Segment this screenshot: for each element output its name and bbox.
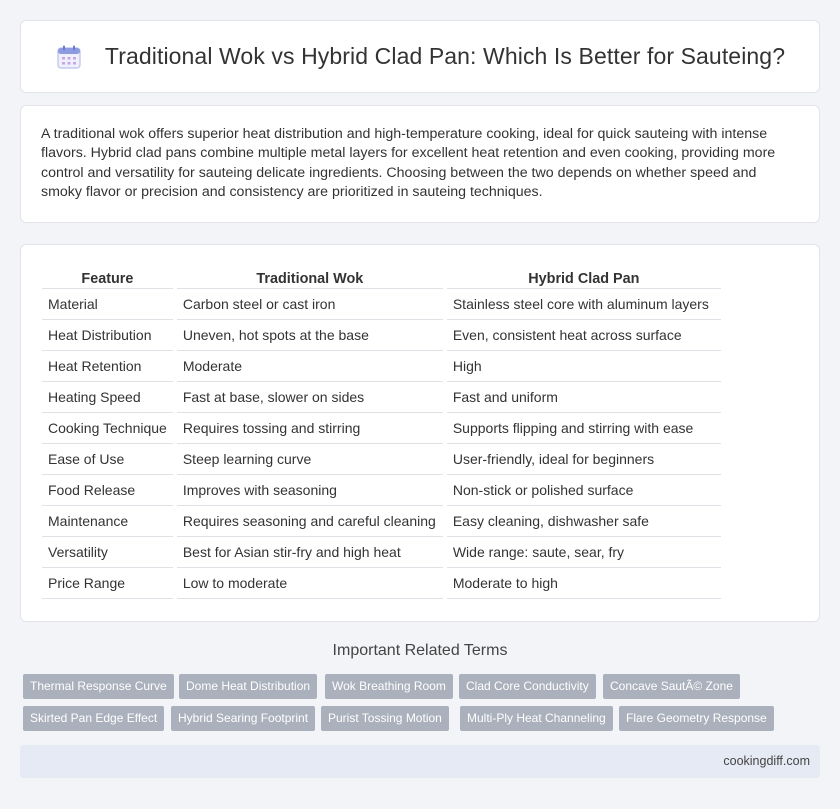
- column-header: Traditional Wok: [177, 267, 443, 289]
- table-row: [42, 568, 721, 599]
- related-term-tag[interactable]: Hybrid Searing Footprint: [171, 706, 315, 731]
- table-row: [42, 351, 721, 382]
- feature-cell: Heating Speed: [42, 382, 173, 413]
- related-term-tag[interactable]: Multi-Ply Heat Channeling: [460, 706, 613, 731]
- clad-pan-cell: Fast and uniform: [447, 382, 721, 413]
- footer: [20, 745, 820, 778]
- clad-pan-cell: Even, consistent heat across surface: [447, 320, 721, 351]
- wok-cell: Steep learning curve: [177, 444, 443, 475]
- clad-pan-cell: High: [447, 351, 721, 382]
- feature-cell: Food Release: [42, 475, 173, 506]
- table-row: [42, 382, 721, 413]
- wok-cell: Best for Asian stir-fry and high heat: [177, 537, 443, 568]
- comparison-card: [20, 244, 820, 622]
- feature-cell: Ease of Use: [42, 444, 173, 475]
- related-term-tag[interactable]: Wok Breathing Room: [325, 674, 453, 699]
- related-term-tag[interactable]: Skirted Pan Edge Effect: [23, 706, 164, 731]
- related-term-tag[interactable]: Clad Core Conductivity: [459, 674, 596, 699]
- clad-pan-cell: Easy cleaning, dishwasher safe: [447, 506, 721, 537]
- wok-cell: Requires tossing and stirring: [177, 413, 443, 444]
- table-row: [42, 506, 721, 537]
- feature-cell: Cooking Technique: [42, 413, 173, 444]
- intro-text: A traditional wok offers superior heat distribution and high-temperature cooking, ideal for quick sauteing with intense flavors. Hybrid clad pans combine multiple metal layers for excellent heat retention and even cooking, providing more control and versatility for sauteing delicate ingredients. Choosing between the two depends on whether speed and smoky flavor or precision and consistency are prioritized in sauteing techniques.: [41, 126, 776, 201]
- wok-cell: Low to moderate: [177, 568, 443, 599]
- related-term-tag[interactable]: Thermal Response Curve: [23, 674, 174, 699]
- wok-cell: Fast at base, slower on sides: [177, 382, 443, 413]
- wok-cell: Improves with seasoning: [177, 475, 443, 506]
- calendar-icon: [55, 43, 83, 71]
- clad-pan-cell: User-friendly, ideal for beginners: [447, 444, 721, 475]
- related-term-tag[interactable]: Dome Heat Distribution: [179, 674, 317, 699]
- table-row: [42, 413, 721, 444]
- related-term-tag[interactable]: Concave SautÃ© Zone: [603, 674, 740, 699]
- intro-card: [20, 105, 820, 223]
- clad-pan-cell: Non-stick or polished surface: [447, 475, 721, 506]
- comparison-table: [38, 267, 725, 599]
- wok-cell: Moderate: [177, 351, 443, 382]
- table-header-row: [42, 267, 721, 289]
- related-term-tag[interactable]: Purist Tossing Motion: [321, 706, 449, 731]
- feature-cell: Material: [42, 289, 173, 320]
- clad-pan-cell: Supports flipping and stirring with ease: [447, 413, 721, 444]
- feature-cell: Price Range: [42, 568, 173, 599]
- column-header: Feature: [42, 267, 173, 289]
- clad-pan-cell: Stainless steel core with aluminum layers: [447, 289, 721, 320]
- wok-cell: Uneven, hot spots at the base: [177, 320, 443, 351]
- clad-pan-cell: Moderate to high: [447, 568, 721, 599]
- wok-cell: Carbon steel or cast iron: [177, 289, 443, 320]
- page-title: Traditional Wok vs Hybrid Clad Pan: Which Is Better for Sauteing?: [104, 43, 786, 69]
- table-row: [42, 475, 721, 506]
- table-row: [42, 444, 721, 475]
- title-header: [20, 20, 820, 93]
- feature-cell: Heat Retention: [42, 351, 173, 382]
- table-row: [42, 537, 721, 568]
- feature-cell: Maintenance: [42, 506, 173, 537]
- related-terms-title: Important Related Terms: [332, 642, 508, 659]
- related-term-tag[interactable]: Flare Geometry Response: [619, 706, 774, 731]
- feature-cell: Versatility: [42, 537, 173, 568]
- clad-pan-cell: Wide range: saute, sear, fry: [447, 537, 721, 568]
- feature-cell: Heat Distribution: [42, 320, 173, 351]
- column-header: Hybrid Clad Pan: [447, 267, 721, 289]
- table-row: [42, 289, 721, 320]
- table-row: [42, 320, 721, 351]
- site-link[interactable]: cookingdiff.com: [723, 754, 810, 768]
- wok-cell: Requires seasoning and careful cleaning: [177, 506, 443, 537]
